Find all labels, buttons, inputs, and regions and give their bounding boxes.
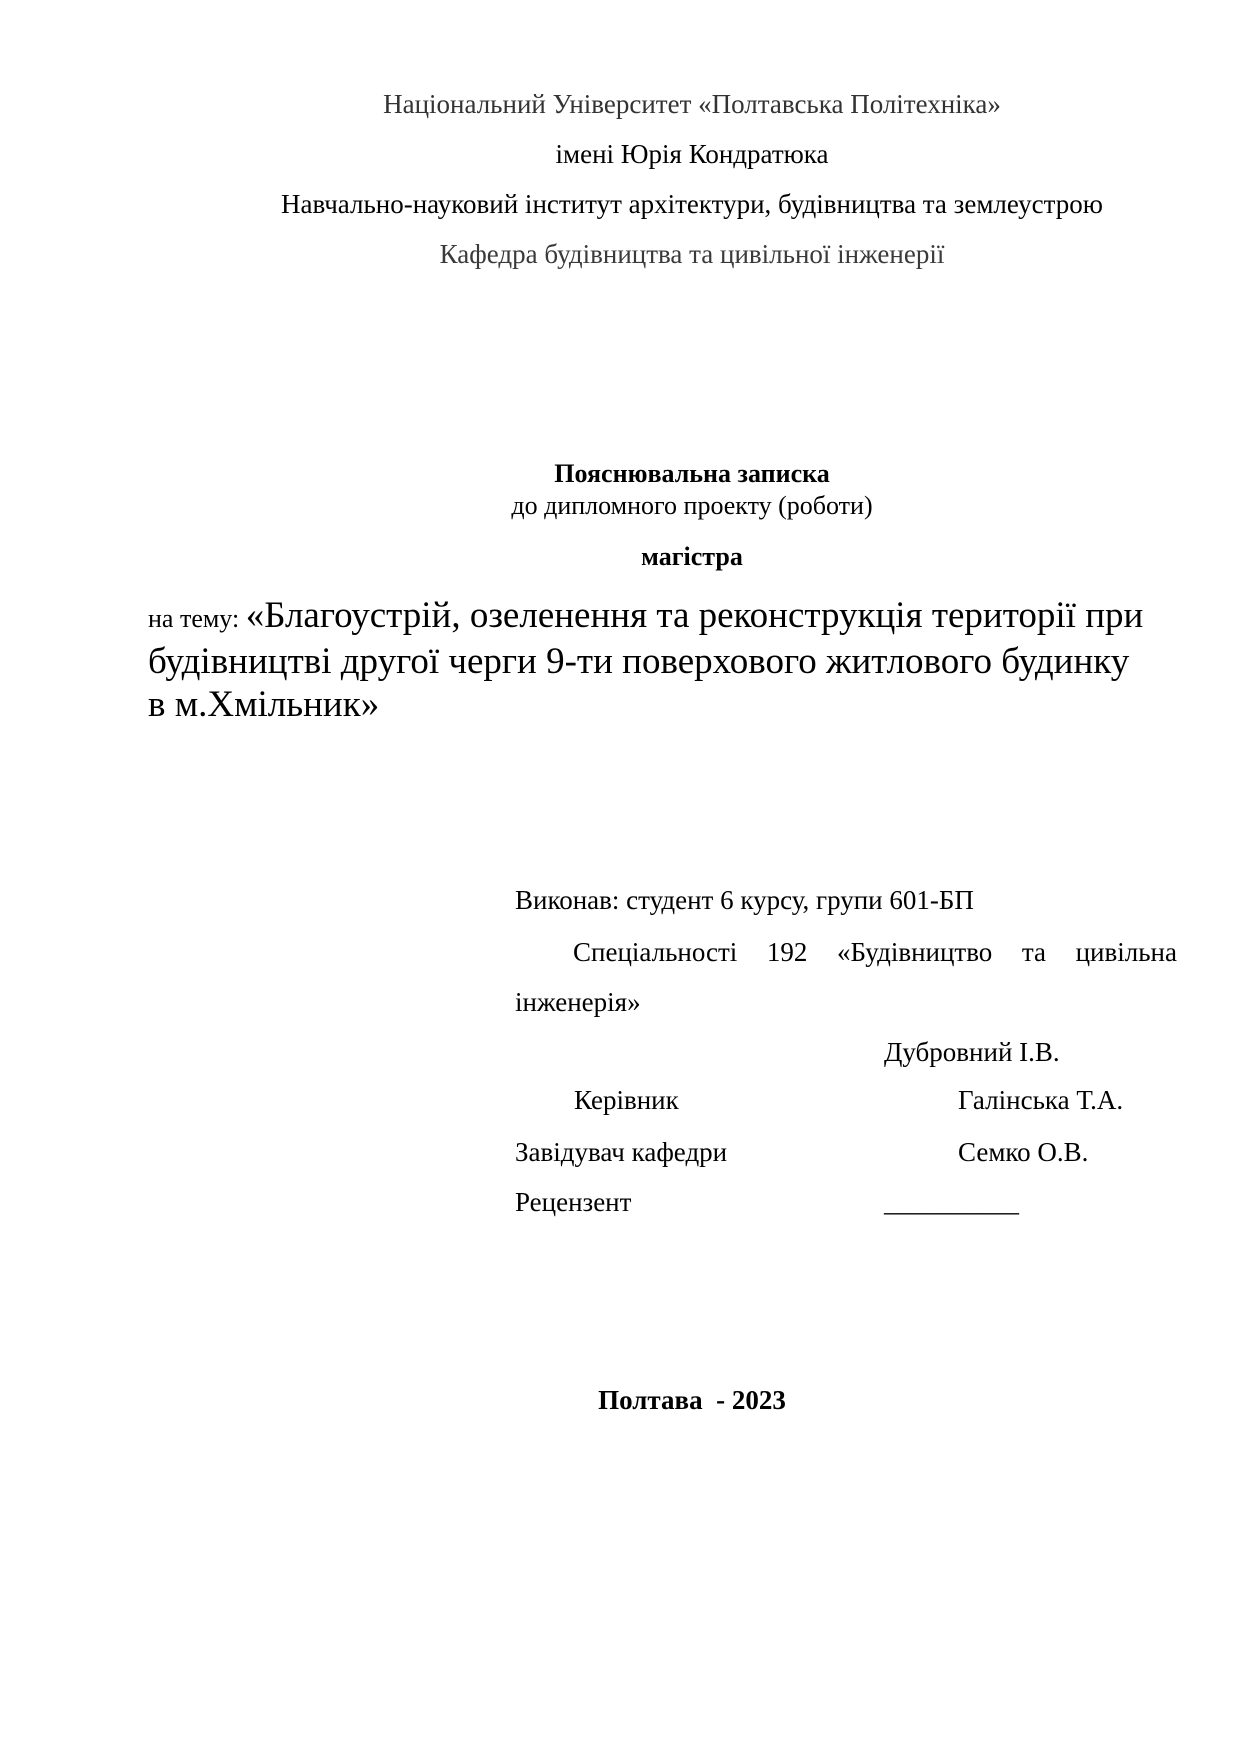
institute-name: Навчально-науковий інститут архітектури, будівництва та землеустрою: [281, 189, 1103, 219]
topic-line-1: [148, 594, 1178, 640]
university-named-after: імені Юрія Кондратюка: [555, 139, 829, 169]
specialty-word: та: [1021, 937, 1047, 967]
department-name: Кафедра будівництва та цивільної інженерії: [439, 239, 945, 269]
document-title: Пояснювальна записка: [554, 459, 830, 488]
topic-line-2: будівництві другої черги 9-ти поверхового житлового будинку: [148, 641, 1130, 682]
university-name: Національний Університет «Полтавська Політехніка»: [383, 89, 1001, 119]
specialty-word: цивільна: [1075, 937, 1177, 967]
specialty-word: Спеціальності: [573, 937, 738, 967]
specialty-row: [515, 936, 1177, 968]
supervisor-name: Галінська Т.А.: [958, 1085, 1124, 1115]
topic-text-1: «Благоустрій, озеленення та реконструкція території при: [245, 595, 1144, 636]
performed-by: Виконав: студент 6 курсу, групи 601-БП: [515, 885, 974, 915]
head-of-department-label: Завідувач кафедри: [515, 1137, 728, 1167]
city-year: Полтава - 2023: [598, 1385, 786, 1415]
degree-label: магістра: [641, 542, 743, 571]
reviewer-signature-blank: __________: [884, 1187, 1019, 1217]
specialty-continuation: інженерія»: [515, 987, 641, 1017]
thesis-topic: [148, 594, 1178, 726]
specialty-word: «Будівництво: [836, 937, 993, 967]
supervisor-label: Керівник: [574, 1085, 679, 1115]
specialty-word: 192: [766, 937, 808, 967]
topic-line-3: в м.Хмільник»: [148, 684, 380, 725]
reviewer-label: Рецензент: [515, 1187, 632, 1217]
topic-prefix: на тему:: [148, 604, 246, 633]
student-name: Дубровний І.В.: [884, 1037, 1060, 1067]
head-of-department-name: Семко О.В.: [958, 1137, 1089, 1167]
document-subtitle: до дипломного проекту (роботи): [511, 491, 873, 520]
